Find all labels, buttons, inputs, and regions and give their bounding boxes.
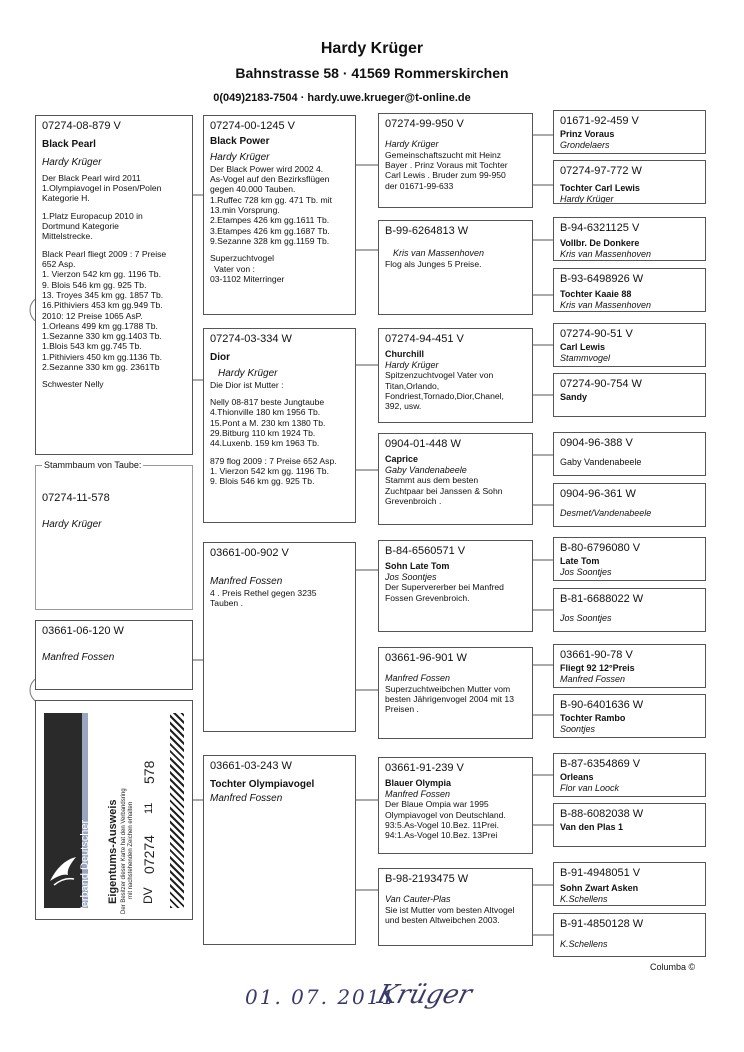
performance-text: Stammt aus dem besten Zuchtpaar bei Janssen & Sohn Grevenbroich . bbox=[385, 475, 503, 507]
owner-name: Gaby Vandenabeele bbox=[560, 457, 642, 468]
ring-number: 03661-03-243 W bbox=[210, 760, 292, 772]
grandparent-card-6 bbox=[378, 647, 533, 739]
ring-number: B-91-4948051 V bbox=[560, 867, 641, 879]
pigeon-name: Fliegt 92 12°Preis bbox=[560, 663, 635, 674]
owner-name: Kris van Massenhoven bbox=[560, 299, 652, 310]
owner-name: Jos Soontjes bbox=[560, 613, 612, 624]
performance-text: Superzuchtweibchen Mutter vom besten Jährigenvogel 2004 mit 13 Preisen . bbox=[385, 683, 514, 715]
card-ring-num: 578 bbox=[141, 760, 157, 784]
owner-name: Kris van Massenhoven bbox=[393, 248, 485, 259]
performance-text: Gemeinschaftszucht mit Heinz Bayer . Prinz Voraus mit Tochter Carl Lewis . Bruder zum 99-950 der 01671-99-633 bbox=[385, 149, 508, 191]
breeder-name: Hardy Krüger bbox=[320, 40, 424, 57]
owner-name: K.Schellens bbox=[560, 893, 608, 904]
ring-number: 03661-96-901 W bbox=[385, 652, 467, 664]
ring-number: B-90-6401636 W bbox=[560, 699, 644, 711]
owner-name: Van Cauter-Plas bbox=[385, 894, 451, 905]
owner-name: Manfred Fossen bbox=[385, 673, 451, 684]
ring-number: 03661-91-239 V bbox=[385, 762, 464, 774]
grandparent-card-4 bbox=[378, 433, 533, 525]
pigeon-name: Tochter Olympiavogel bbox=[210, 779, 315, 791]
pigeon-logo-icon bbox=[46, 851, 80, 891]
card-pattern bbox=[170, 713, 184, 908]
ring-number: 07274-90-51 V bbox=[560, 328, 633, 340]
ring-number: 03661-00-902 V bbox=[210, 547, 289, 559]
owner-name: Hardy Krüger bbox=[42, 156, 102, 168]
performance-text: Die Dior ist Mutter : Nelly 08-817 beste Jungtaube 4.Thionville 180 km 1956 Tb. 15.Pont a M. 230 km 1380 Tb. 29.Bitburg 110 km 1924 Tb. 44.Luxenb. 159 km 1963 Tb. 879 flog 2009 : 7 Preise 652 Asp. 1. Vierzon 542 km gg. 1196 Tb. 9. Blois 546 km gg. 925 Tb. bbox=[210, 379, 337, 487]
owner-name: Manfred Fossen bbox=[210, 792, 283, 804]
ownership-card bbox=[35, 700, 193, 920]
owner-name: K.Schellens bbox=[560, 939, 608, 950]
grandparent-card-8 bbox=[378, 868, 533, 946]
performance-text: Flog als Junges 5 Preise. bbox=[385, 258, 482, 269]
stammbaum-label: Stammbaum von Taube: bbox=[44, 460, 142, 470]
ring-number: 07274-90-754 W bbox=[560, 378, 642, 390]
ring-number: 07274-08-879 V bbox=[42, 120, 121, 132]
owner-name: Manfred Fossen bbox=[560, 673, 626, 684]
ring-number: B-88-6082038 W bbox=[560, 808, 644, 820]
performance-text: Der Supervererber bei Manfred Fossen Grevenbroich. bbox=[385, 582, 504, 603]
ring-number: 07274-94-451 V bbox=[385, 333, 464, 345]
ring-number: B-99-6264813 W bbox=[385, 225, 469, 237]
maternal-father-card bbox=[203, 542, 356, 732]
maternal-mother-card bbox=[203, 755, 356, 945]
pigeon-name: Sandy bbox=[560, 392, 588, 403]
ring-number: B-84-6560571 V bbox=[385, 545, 466, 557]
owner-name: Hardy Krüger bbox=[385, 139, 439, 150]
owner-name: Gaby Vandenabeele bbox=[385, 464, 467, 475]
pigeon-name: Carl Lewis bbox=[560, 342, 606, 353]
card-title-1: Verband Deutscher bbox=[79, 819, 91, 914]
ring-number: 07274-03-334 W bbox=[210, 333, 292, 345]
owner-name: Desmet/Vandenabeele bbox=[560, 508, 652, 519]
mother-card bbox=[35, 620, 193, 690]
ring-number: B-94-6321125 V bbox=[560, 222, 640, 234]
ancestor-card-16 bbox=[553, 913, 706, 957]
ancestor-card-2 bbox=[553, 160, 706, 204]
card-small-1: Der Besitzer dieser Karte hat den Verbandsring bbox=[121, 788, 127, 914]
ring-number: B-80-6796080 V bbox=[560, 542, 641, 554]
owner-name: Hardy Krüger bbox=[385, 359, 439, 370]
grandparent-card-3 bbox=[378, 328, 533, 423]
owner-name: Stammvogel bbox=[560, 352, 611, 363]
performance-text: Spitzenzuchtvogel Vater von Titan,Orlando, Fondriest,Tornado,Dior,Chanel, 392, usw. bbox=[385, 370, 504, 412]
card-ring-prefix: 07274 bbox=[141, 835, 157, 874]
pigeon-name: Blauer Olympia bbox=[385, 778, 452, 789]
owner-name: Kris van Massenhoven bbox=[560, 248, 652, 259]
pigeon-name: Tochter Rambo bbox=[560, 713, 626, 724]
subject-pigeon-card bbox=[35, 115, 193, 455]
pigeon-name: Tochter Kaaie 88 bbox=[560, 289, 632, 300]
pigeon-name: Black Pearl bbox=[42, 139, 96, 151]
pigeon-name: Vollbr. De Donkere bbox=[560, 238, 640, 249]
performance-text: Der Blaue Ompia war 1995 Olympiavogel von Deutschland. 93:5.As-Vogel 10.Bez. 11Prei. 94:1.As-Vogel 10.Bez. 13Prei bbox=[385, 799, 506, 841]
ancestor-card-9 bbox=[553, 537, 706, 581]
owner-name: Flor van Loock bbox=[560, 782, 620, 793]
stammbaum-owner: Hardy Krüger bbox=[42, 519, 102, 531]
card-small-2: mit nachstehenden Zeichen erhalten bbox=[128, 801, 134, 899]
dior-card bbox=[203, 328, 356, 523]
performance-text: 4 . Preis Rethel gegen 3235 Tauben . bbox=[210, 587, 317, 609]
ancestor-card-3 bbox=[553, 217, 706, 261]
grandparent-card-1 bbox=[378, 113, 533, 208]
brand-label: Columba © bbox=[650, 962, 696, 972]
ring-number: B-98-2193475 W bbox=[385, 873, 469, 885]
owner-name: Hardy Krüger bbox=[210, 151, 270, 163]
pigeon-name: Sohn Late Tom bbox=[385, 561, 450, 572]
owner-name: Hardy Krüger bbox=[560, 193, 614, 204]
ancestor-card-4 bbox=[553, 268, 706, 312]
card-text-rotated bbox=[79, 700, 157, 920]
owner-name: Grondelaers bbox=[560, 139, 610, 150]
ring-number: 01671-92-459 V bbox=[560, 115, 639, 127]
ancestor-card-5 bbox=[553, 323, 706, 367]
ancestor-card-14 bbox=[553, 803, 706, 847]
owner-name: Manfred Fossen bbox=[210, 576, 283, 588]
ring-number: 0904-96-361 W bbox=[560, 488, 636, 500]
pigeon-name: Sohn Zwart Asken bbox=[560, 883, 639, 894]
ring-number: 0904-96-388 V bbox=[560, 437, 633, 449]
pigeon-name: Late Tom bbox=[560, 556, 600, 567]
ancestor-card-1 bbox=[553, 110, 706, 154]
ancestor-card-6 bbox=[553, 373, 706, 417]
ring-number: 03661-06-120 W bbox=[42, 625, 124, 637]
ring-number: 07274-00-1245 V bbox=[210, 120, 296, 132]
ancestor-card-8 bbox=[553, 483, 706, 527]
ring-number: 07274-97-772 W bbox=[560, 165, 642, 177]
card-dv: DV bbox=[141, 887, 155, 904]
card-title-2: Brieftaubenzüchter e.V. bbox=[92, 800, 104, 914]
performance-text: Der Black Pearl wird 2011 1.Olympiavogel in Posen/Polen Kategorie H. 1.Platz Europacup 2010 in Dortmund Kategorie Mittelstrecke. Black Pearl fliegt 2009 : 7 Preise 652 Asp. 1. Vierzon 542 km gg. 1196 Tb. 9. Blois 546 km gg. 925 Tb. 13. Troyes 345 km gg. 1857 Tb. 16.Pithiviers 453 km gg.949 Tb. 2010: 12 Preise 1065 AsP. 1.Orleans 499 km gg.1788 Tb. 1.Sezanne 330 km gg.1403 Tb. 1.Blois 543 km gg.745 Tb. 1.Pithiviers 450 km gg.1136 Tb. 2.Sezanne 330 km gg. 2361Tb Schwester Nelly bbox=[42, 172, 167, 390]
pigeon-name: Tochter Carl Lewis bbox=[560, 183, 640, 194]
pigeon-name: Dior bbox=[210, 352, 230, 364]
performance-text: Sie ist Mutter vom besten Altvogel und besten Altweibchen 2003. bbox=[385, 904, 515, 926]
owner-name: Jos Soontjes bbox=[560, 566, 612, 577]
grandparent-card-5 bbox=[378, 540, 533, 632]
ring-number: 07274-99-950 V bbox=[385, 118, 464, 130]
handwritten-signature: Krüger bbox=[373, 980, 476, 1010]
owner-name: Jos Soontjes bbox=[385, 571, 437, 582]
pigeon-name: Churchill bbox=[385, 349, 425, 360]
pigeon-name: Orleans bbox=[560, 772, 594, 783]
ring-number: B-81-6688022 W bbox=[560, 593, 644, 605]
owner-name: Soontjes bbox=[560, 723, 596, 734]
ancestor-card-13 bbox=[553, 753, 706, 797]
ring-number: B-91-4850128 W bbox=[560, 918, 644, 930]
card-subtitle: Eigentums-Ausweis bbox=[107, 799, 119, 904]
owner-name: Hardy Krüger bbox=[218, 367, 278, 379]
owner-name: Manfred Fossen bbox=[385, 788, 451, 799]
ancestor-card-15 bbox=[553, 862, 706, 906]
card-ring-year: 11 bbox=[143, 802, 155, 814]
pigeon-name: Caprice bbox=[385, 454, 419, 465]
breeder-address: Bahnstrasse 58 · 41569 Rommerskirchen bbox=[235, 65, 509, 81]
ancestor-card-11 bbox=[553, 644, 706, 688]
stammbaum-ring: 07274-11-578 bbox=[42, 492, 110, 504]
grandparent-card-7 bbox=[378, 757, 533, 854]
ring-number: 03661-90-78 V bbox=[560, 649, 633, 661]
grandparent-card-2 bbox=[378, 220, 533, 315]
breeder-contact: 0(049)2183-7504 · hardy.uwe.krueger@t-online.de bbox=[213, 92, 471, 104]
father-card bbox=[203, 115, 356, 315]
ring-number: 0904-01-448 W bbox=[385, 438, 461, 450]
handwritten-date: 01. 07. 2011 bbox=[245, 985, 397, 1009]
performance-text: Der Black Power wird 2002 4. As-Vogel auf den Bezirksflügen gegen 40.000 Tauben. 1.Ruffec 728 km gg. 471 Tb. mit 13.min Vorsprung. 2.Etampes 426 km gg.1611 Tb. 3.Etampes 426 km gg.1687 Tb. 9.Sezanne 328 km gg.1159 Tb. Superzuchtvogel Vater von : 03-1102 Miterringer bbox=[210, 163, 332, 284]
pigeon-name: Black Power bbox=[210, 136, 270, 148]
ring-number: B-93-6498926 W bbox=[560, 273, 644, 285]
ancestor-card-10 bbox=[553, 588, 706, 632]
pigeon-name: Van den Plas 1 bbox=[560, 822, 624, 833]
ring-number: B-87-6354869 V bbox=[560, 758, 641, 770]
ancestor-card-7 bbox=[553, 432, 706, 476]
stammbaum-box bbox=[35, 465, 193, 610]
owner-name: Manfred Fossen bbox=[42, 652, 115, 664]
ancestor-card-12 bbox=[553, 694, 706, 738]
pigeon-name: Prinz Voraus bbox=[560, 129, 615, 140]
